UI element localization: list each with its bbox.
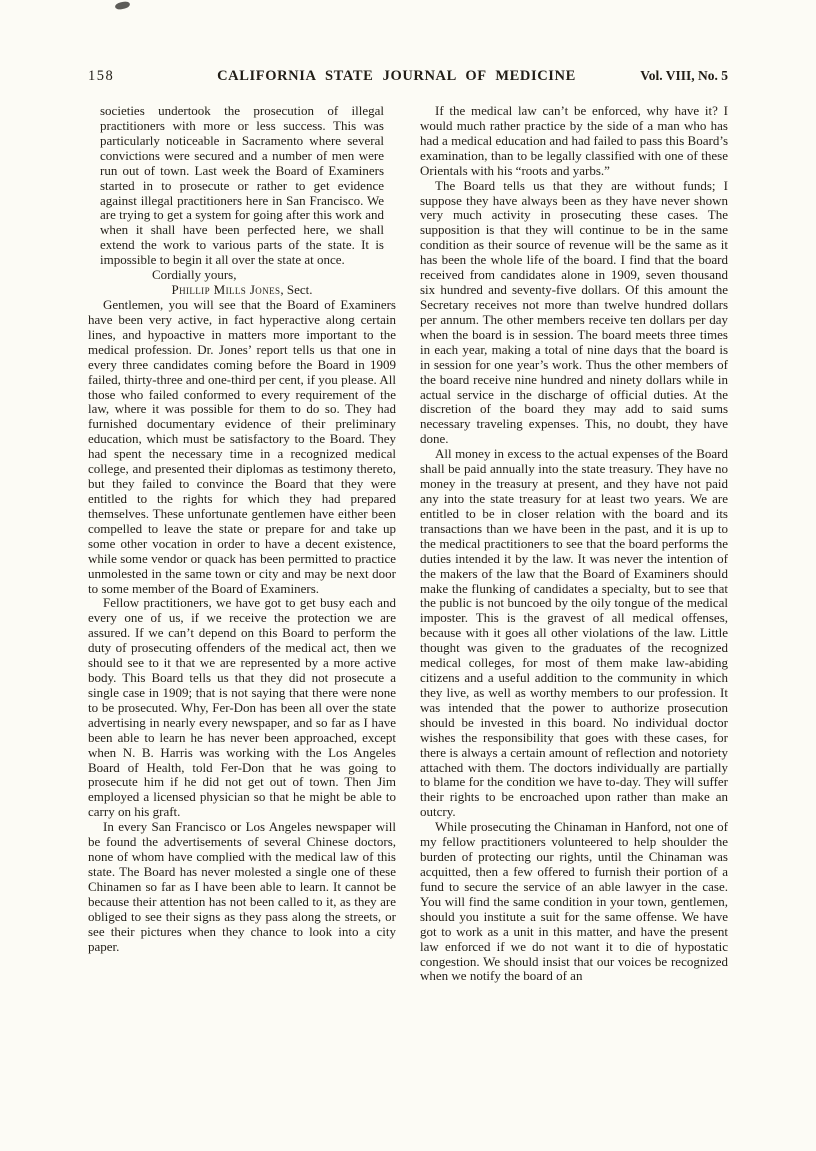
signature-title: , Sect. [280, 282, 313, 298]
paragraph [420, 447, 728, 820]
letter-continuation-paragraph [88, 104, 396, 268]
text-run: societies undertook the prosecution of illegal practitioners with more or less success. This was particularly noticeable in Sacramento where several convictions were secured and a number of men were run out of town. Last week the Board of Examiners started in to prosecute or rather to get evidence against illegal practitioners here in San Francisco. We are trying to get a system for going after this work and when it shall have been perfected here, we shall extend the work to various parts of the state. It is impossible to begin it all over the state at once. [100, 103, 384, 268]
letter-closing [88, 268, 396, 283]
text-run: Fellow practitioners, we have got to get busy each and every one of us, if we receive the protection we are assured. If we can’t depend on this Board to perform the duty of prosecuting offenders of the medical act, then we should see to it that we are represented by a more active body. This Board tells us that they did not prosecute a single case in 1909; that is not saying that there were none to be prosecuted. Why, Fer-Don has been all over the state advertising in nearly every newspaper, and so far as I have been able to learn he has never been approached, except when N. B. Harris was working with the Los Angeles Board of Health, told Fer-Don that he was going to prosecute him if he did not get out of town. Then Jim employed a licensed physician so that he might be able to carry on his graft. [88, 595, 396, 820]
paragraph [420, 104, 728, 179]
text-run: Cordially yours, [152, 267, 237, 283]
text-run: The Board tells us that they are without funds; I suppose they have always been as they have never shown very much activity in prosecuting these cases. The supposition is that they will continue to be in the same condition as their source of revenue will be the same as it has been the whole life of the board. I find that the board received from candidates alone in 1909, seven thousand six hundred and seventy-five dollars. Of this amount the Secretary receives not more than twelve hundred dollars per annum. The other members receive ten dollars per day when the board is in session. The board meets three times in each year, making a total of nine days that the board is in session for one year’s work. Thus the other members of the board receive nine hundred and ninety dollars while in actual service in the discharge of official duties. At the discretion of the board they may add to said sums necessary traveling expenses. This, no doubt, they have done. [420, 177, 728, 447]
volume-issue: Vol. VIII, No. 5 [640, 68, 728, 83]
text-run: Gentlemen, you will see that the Board of Examiners have been very active, in fact hyperactive along certain lines, and hypoactive in matters more important to the medical profession. Dr. Jones’ report tells us that one in every three candidates coming before the Board in 1909 failed, thirty-three and one-third per cent, if you please. All those who failed conformed to every requirement of the law, where it was possible for them to do so. They had furnished documentary evidence of their preliminary education, which must be satisfactory to the Board. They had spent the necessary time in a recognized medical college, and presented their diplomas as testimony thereto, but they failed to convince the Board that they were entitled to the rights for which they had prepared themselves. These unfortunate gentlemen have either been compelled to leave the state or prepare for and take up some other vocation in order to have a decent existence, while some vendor or quack has been permitted to practice unmolested in the same town or city and may be next door to some member of the Board of Examiners. [88, 296, 396, 596]
text-run: In every San Francisco or Los Angeles newspaper will be found the advertisements of several Chinese doctors, none of whom have complied with the medical law of this state. The Board has never molested a single one of these Chinamen so far as I have been able to learn. It cannot be because their attention has not been called to it, as they are obliged to see their signs as they pass along the streets, or see their pictures when they chance to look into a city paper. [88, 819, 396, 954]
left-column [88, 104, 396, 984]
page-number: 158 [88, 68, 115, 84]
page-body [88, 104, 728, 984]
text-run: If the medical law can’t be enforced, why have it? I would much rather practice by the side of a man who has had a medical education and had failed to pass this Board’s examination, than to be legally classified with one of these Orientals with his “roots and yarbs.” [420, 103, 728, 178]
right-column [420, 104, 728, 984]
paragraph [88, 820, 396, 954]
page-header [88, 68, 728, 85]
paragraph [420, 820, 728, 984]
signature-name: Phillip Mills Jones [171, 282, 281, 298]
text-run: All money in excess to the actual expenses of the Board shall be paid annually into the state treasury. They have no money in the treasury at present, and they have not paid any into the state treasury for at least two years. We are entitled to be in closer relation with the board and its transactions than we have been in the past, and it is up to the medical practitioners to see that the board performs the duties intended it by the law. It was never the intention of the makers of the law that the Board of Examiners should make the flunking of candidates a specialty, but to see that the public is not buncoed by the oily tongue of the medical imposter. This is the gravest of all medical offenses, because with it goes all other violations of the law. Little thought was given to the graduates of the recognized medical colleges, for most of them make law-abiding citizens and a useful addition to the community in which they live, as well as worthy members to our profession. It was intended that the power to authorize prosecution should be invested in this board. No individual doctor wishes the responsibility that goes with these cases, for there is always a certain amount of reflection and notoriety attached with them. The doctors individually are partially to blame for the condition we have to-day. They will suffer their rights to be encroached upon rather than make an outcry. [420, 446, 728, 820]
letter-signature [88, 283, 396, 298]
text-run: While prosecuting the Chinaman in Hanford, not one of my fellow practitioners volunteered to help shoulder the burden of protecting our rights, until the Chinaman was acquitted, then a few offered to furnish their portion of a fund to secure the service of an able lawyer in the case. You will find the same condition in your town, gentlemen, should you institute a suit for the same offense. We have got to work as a unit in this matter, and have the present law enforced if we do not want it to die of hypostatic congestion. We should insist that our voices be recognized when we notify the board of an [420, 819, 728, 984]
paragraph [88, 596, 396, 820]
paragraph [420, 179, 728, 448]
journal-title: CALIFORNIA STATE JOURNAL OF MEDICINE [217, 68, 576, 84]
paragraph [88, 298, 396, 596]
